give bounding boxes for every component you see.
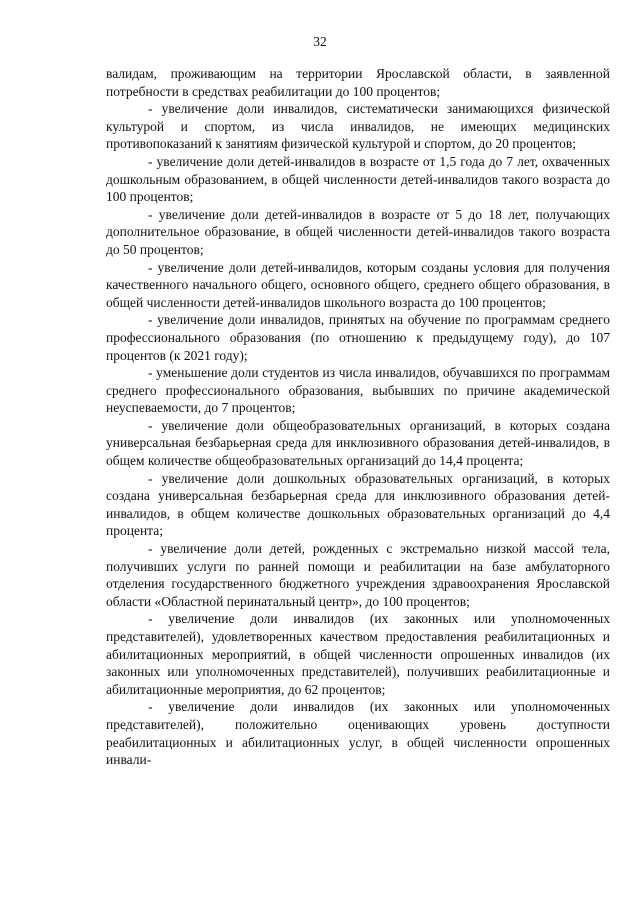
paragraph: - уменьшение доли студентов из числа инвалидов, обучавшихся по программам среднего профессионального образования, выбывших по причине академической неуспеваемости, до 7 процентов; (106, 365, 610, 416)
page-number: 32 (313, 34, 327, 49)
paragraph: валидам, проживающим на территории Ярославской области, в заявленной потребности в средствах реабилитации до 100 процентов; (106, 66, 610, 99)
paragraph: - увеличение доли дошкольных образовательных организаций, в которых создана универсальная безбарьерная среда для инклюзивного образования детей-инвалидов, в общем количестве дошкольных образовательных организаций до 4,4 процента; (106, 470, 610, 539)
paragraph: - увеличение доли детей, рожденных с экстремально низкой массой тела, получивших услуги по ранней помощи и реабилитации на базе амбулаторного отделения государственного бюджетного учреждения здравоохранения Ярославской области «Областной перинатальный центр», до 100 процентов; (106, 541, 610, 609)
paragraph: - увеличение доли инвалидов (их законных или уполномоченных представителей), положительно оценивающих уровень доступности реабилитационных и абилитационных услуг, в общей численности опрошенных инвали- (106, 699, 610, 768)
paragraph: - увеличение доли инвалидов, принятых на обучение по программам среднего профессионального образования (по отношению к предыдущему году), до 107 процентов (к 2021 году); (106, 312, 610, 363)
paragraph: - увеличение доли детей-инвалидов в возрасте от 5 до 18 лет, получающих дополнительное образование, в общей численности детей-инвалидов такого возраста до 50 процентов; (106, 206, 610, 257)
paragraph: - увеличение доли инвалидов (их законных или уполномоченных представителей), удовлетворенных качеством предоставления реабилитационных и абилитационных мероприятий, в общей численности опрошенных инвалидов (их законных или уполномоченных представителей), получивших реабилитационные и абилитационные мероприятия, до 62 процентов; (106, 611, 610, 697)
document-body (106, 65, 610, 769)
paragraph: - увеличение доли детей-инвалидов, которым созданы условия для получения качественного начального общего, основного общего, среднего общего образования, в общей численности детей-инвалидов школьного возраста до 100 процентов; (106, 259, 610, 310)
paragraph: - увеличение доли общеобразовательных организаций, в которых создана универсальная безбарьерная среда для инклюзивного образования детей-инвалидов, в общем количестве общеобразовательных организаций до 14,4 процента; (106, 417, 610, 469)
paragraph: - увеличение доли детей-инвалидов в возрасте от 1,5 года до 7 лет, охваченных дошкольным образованием, в общей численности детей-инвалидов такого возраста до 100 процентов; (106, 153, 610, 205)
paragraph: - увеличение доли инвалидов, систематически занимающихся физической культурой и спортом, из числа инвалидов, не имеющих медицинских противопоказаний к занятиям физической культурой и спортом, до 20 процентов; (106, 101, 610, 152)
